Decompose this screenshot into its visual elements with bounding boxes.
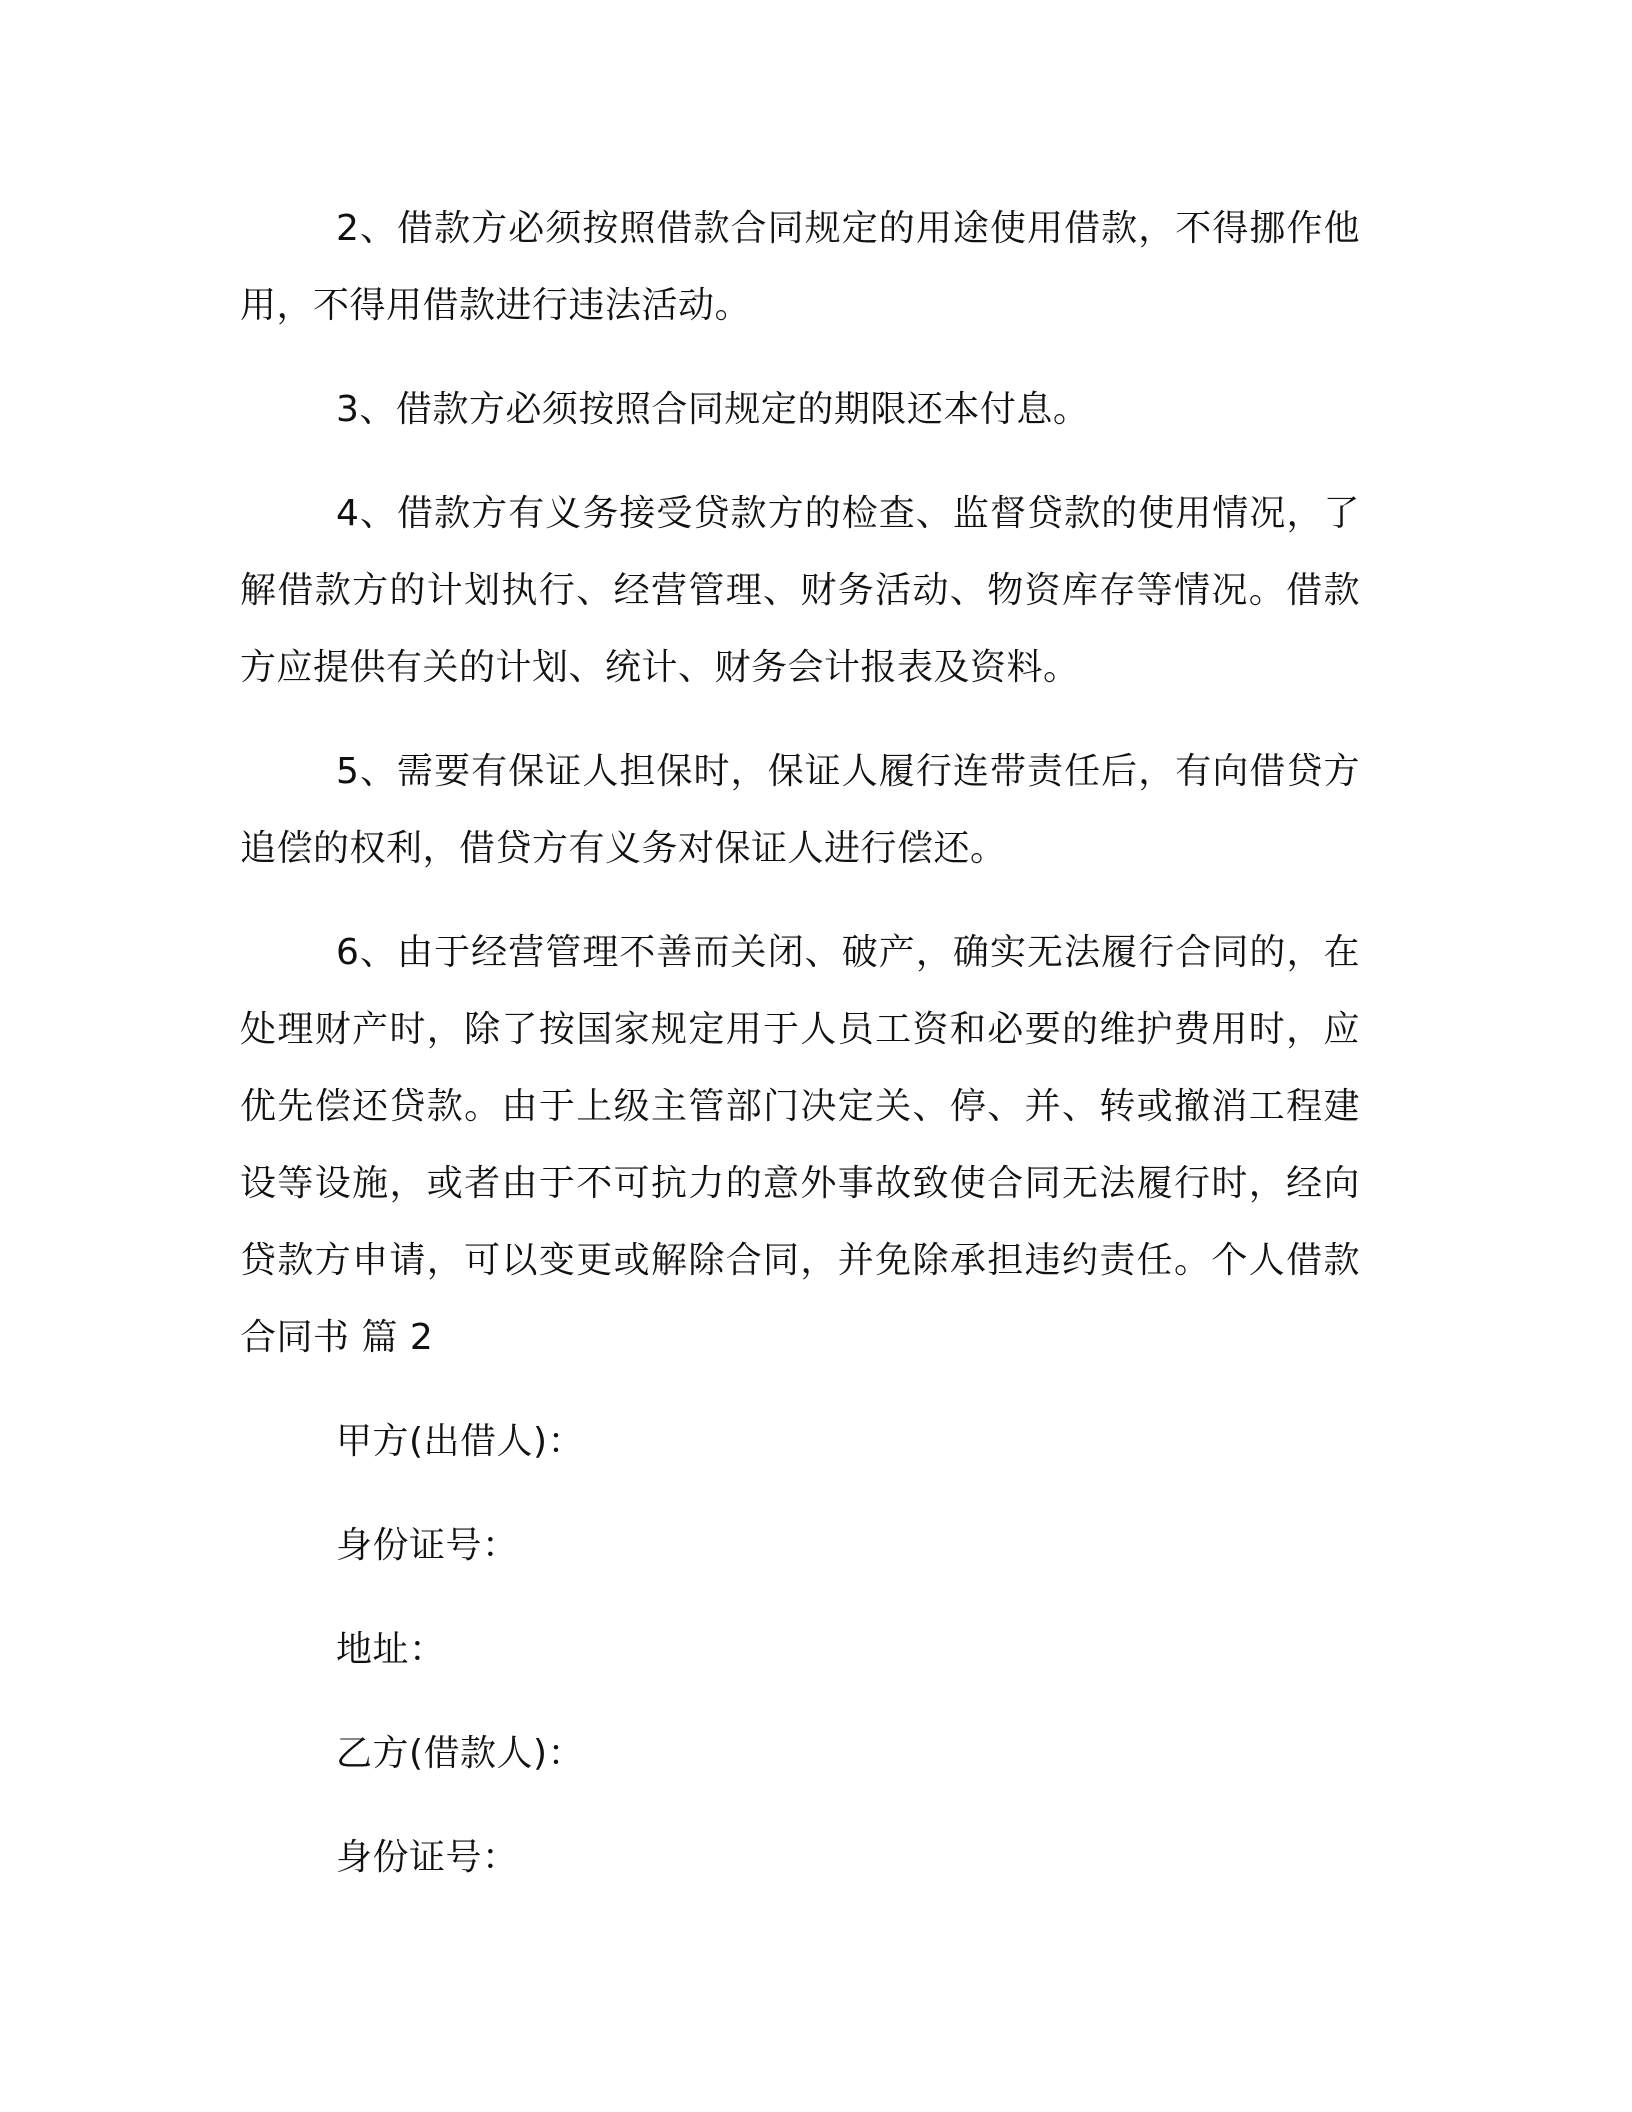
- lender-label: 甲方(出借人)：: [336, 1421, 585, 1462]
- clause-2: 2、借款方必须按照借款合同规定的用途使用借款，不得挪作他用，不得用借款进行违法活动。: [240, 208, 1360, 326]
- clause-4: 4、借款方有义务接受贷款方的检查、监督贷款的使用情况，了解借款方的计划执行、经营管理、财务活动、物资库存等情况。借款方应提供有关的计划、统计、财务会计报表及资料。: [240, 493, 1360, 688]
- lender-id-label: 身份证号：: [336, 1525, 519, 1566]
- borrower-id-label: 身份证号：: [336, 1837, 519, 1878]
- clause-3: 3、借款方必须按照合同规定的期限还本付息。: [336, 389, 1090, 430]
- clause-6: 6、由于经营管理不善而关闭、破产，确实无法履行合同的，在处理财产时，除了按国家规定用于人员工资和必要的维护费用时，应优先偿还贷款。由于上级主管部门决定关、停、并、转或撤消工程建设等设施，或者由于不可抗力的意外事故致使合同无法履行时，经向贷款方申请，可以变更或解除合同，并免除承担违约责任。个人借款合同书 篇 2: [240, 932, 1360, 1358]
- document-body: [240, 190, 1360, 1923]
- address-label: 地址：: [336, 1629, 446, 1670]
- clause-5: 5、需要有保证人担保时，保证人履行连带责任后，有向借贷方追偿的权利，借贷方有义务对保证人进行偿还。: [240, 751, 1360, 869]
- borrower-label: 乙方(借款人)：: [336, 1733, 585, 1774]
